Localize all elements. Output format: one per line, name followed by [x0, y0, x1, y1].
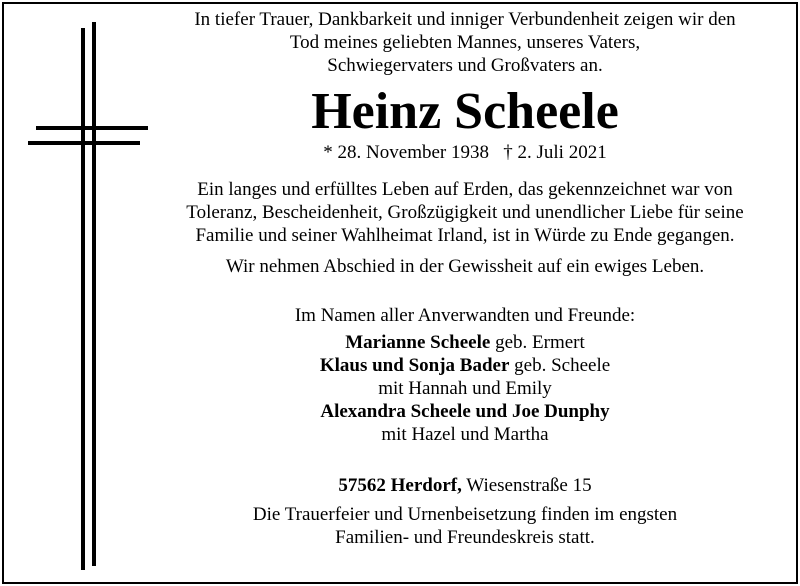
farewell-line: Wir nehmen Abschied in der Gewissheit auf ein ewiges Leben. [225, 256, 705, 277]
mourner-note: geb. Scheele [509, 355, 611, 376]
mourner-name: Marianne Scheele [345, 332, 491, 353]
mourner-line [158, 354, 772, 377]
tribute-line: Toleranz, Bescheidenheit, Großzügigkeit und unendlicher Liebe für seine [186, 202, 744, 223]
death-date: † 2. Juli 2021 [503, 142, 607, 163]
cross-icon [0, 0, 160, 586]
mourner-name: Klaus und Sonja Bader [319, 355, 510, 376]
ceremony-line: Familien- und Freundeskreis statt. [335, 527, 595, 548]
address-street: Wiesenstraße 15 [461, 475, 592, 496]
mourner-line: mit Hazel und Martha [381, 424, 549, 445]
ceremony-line: Die Trauerfeier und Urnenbeisetzung finden im engsten [252, 504, 678, 525]
intro-line: Tod meines geliebten Mannes, unseres Vaters, [289, 32, 641, 53]
intro-line: In tiefer Trauer, Dankbarkeit und inniger Verbundenheit zeigen wir den [194, 9, 736, 30]
deceased-name: Heinz Scheele [311, 83, 619, 140]
mourner-line [158, 331, 772, 354]
mourner-note: geb. Ermert [490, 332, 585, 353]
address-city: 57562 Herdorf, [338, 475, 462, 496]
address-line [158, 474, 772, 497]
mourners-intro: Im Namen aller Anverwandten und Freunde: [294, 305, 636, 326]
life-dates [158, 141, 772, 164]
tribute-line: Familie und seiner Wahlheimat Irland, ist in Würde zu Ende gegangen. [195, 225, 735, 246]
birth-date: * 28. November 1938 [323, 142, 489, 163]
mourner-name: Alexandra Scheele und Joe Dunphy [320, 401, 610, 422]
mourner-line [158, 400, 772, 423]
mourner-line: mit Hannah und Emily [378, 378, 552, 399]
tribute-line: Ein langes und erfülltes Leben auf Erden, das gekennzeichnet war von [197, 179, 733, 200]
notice-content [158, 8, 772, 549]
intro-line: Schwiegervaters und Großvaters an. [327, 55, 603, 76]
